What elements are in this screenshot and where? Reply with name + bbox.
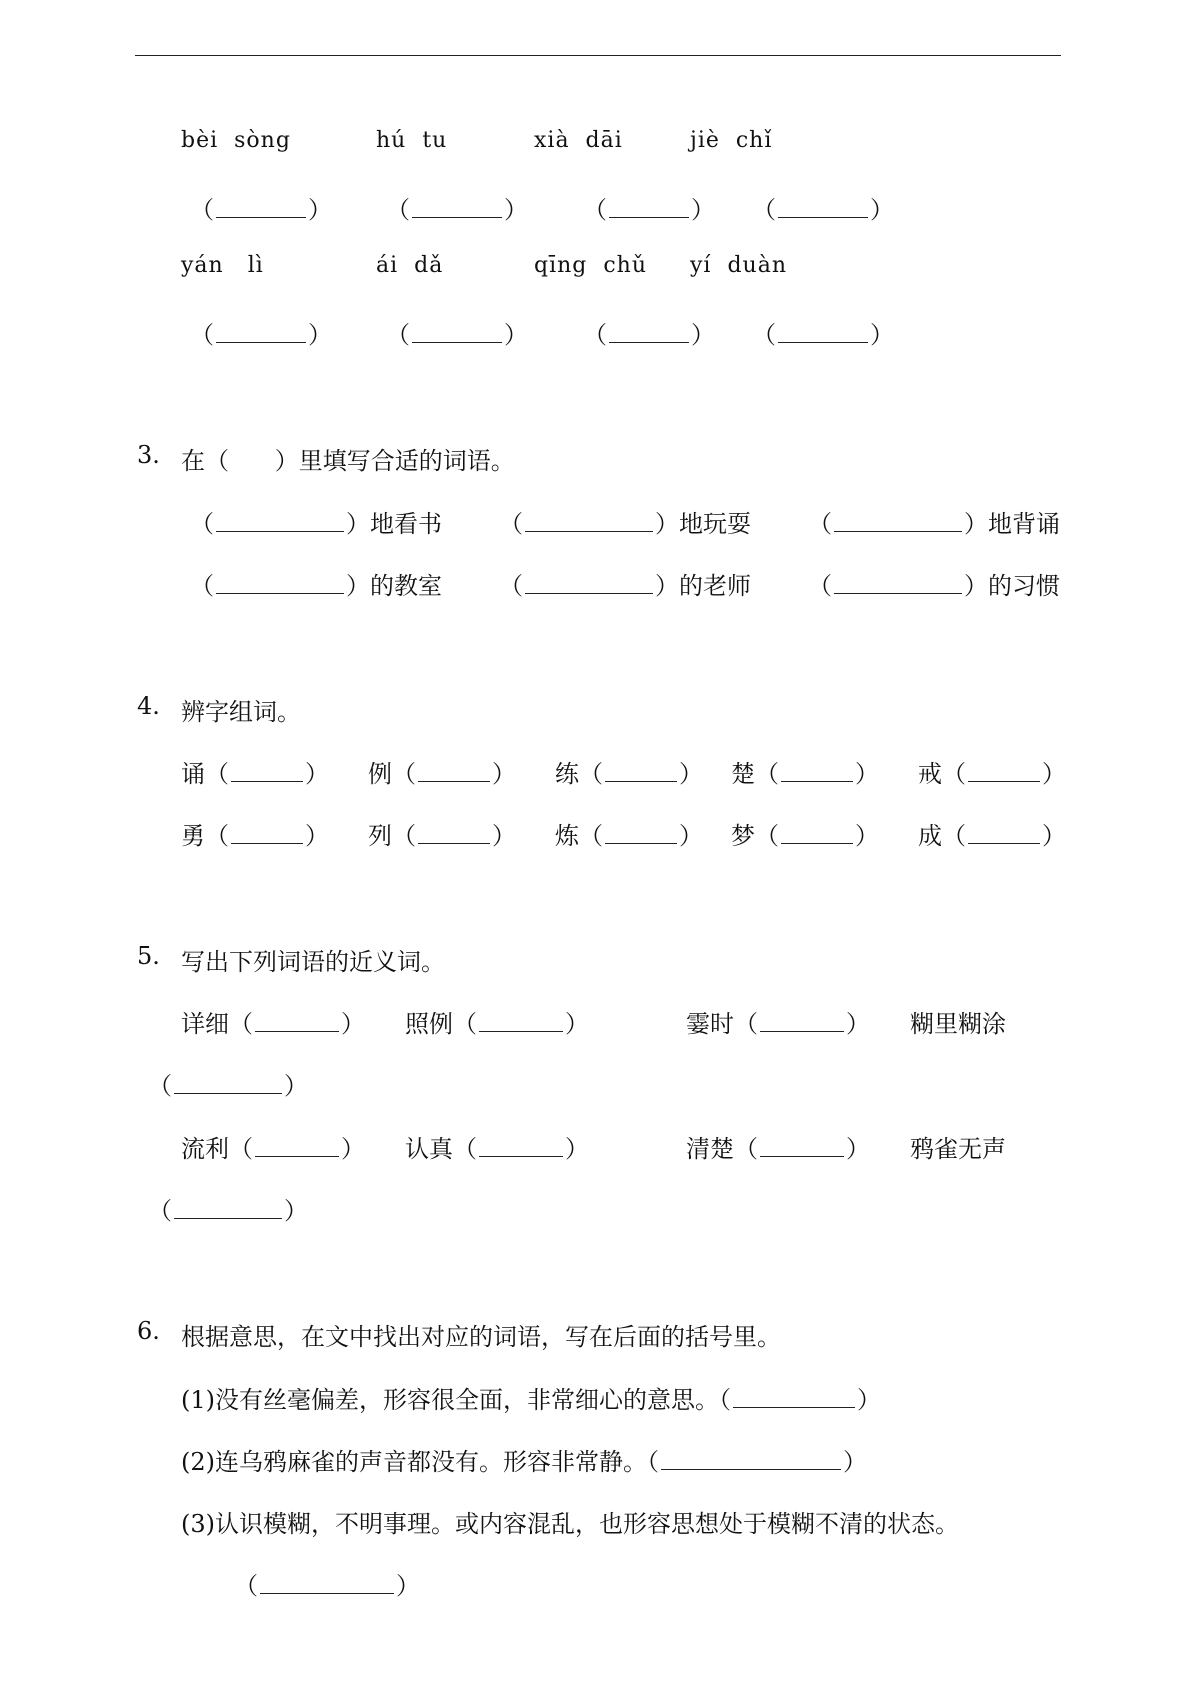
answer-blank[interactable] [479,1134,563,1157]
char-item: 成（ ） [918,822,1066,850]
answer-blank[interactable] [479,1009,563,1032]
fill-item: （ ）地背诵 [808,510,1060,538]
answer-blank[interactable] [605,759,677,782]
answer-blank[interactable] [255,1009,339,1032]
answer-blank[interactable] [834,509,962,532]
answer-blank[interactable]: （ ） [752,321,894,349]
answer-blank[interactable] [231,821,303,844]
answer-blank[interactable] [216,571,344,594]
answer-blank[interactable]: （ ） [583,196,715,224]
answer-blank[interactable]: （ ） [148,1197,308,1225]
answer-blank[interactable] [760,1134,844,1157]
synonym-item: 认真（ ） [405,1135,589,1163]
fill-item: （ ）地玩耍 [499,510,751,538]
answer-blank[interactable] [418,821,490,844]
question-number: 6. [137,1317,160,1345]
answer-blank[interactable]: （ ） [234,1572,420,1600]
question-text: 辨字组词。 [181,698,301,726]
answer-blank[interactable] [968,821,1040,844]
answer-blank[interactable] [605,821,677,844]
char-item: 勇（ ） [181,822,329,850]
question-number: 4. [137,692,160,720]
pinyin-7: qīng chǔ [534,253,648,278]
fill-item: （ ）的教室 [190,572,442,600]
pinyin-3: xià dāi [534,128,623,153]
answer-blank[interactable] [418,759,490,782]
answer-blank[interactable]: （ ） [190,321,332,349]
synonym-word: 鸦雀无声 [910,1135,1006,1163]
definition-item: (2)连乌鸦麻雀的声音都没有。形容非常静。（ ） [181,1448,867,1476]
answer-blank[interactable] [255,1134,339,1157]
char-item: 列（ ） [368,822,516,850]
answer-blank[interactable]: （ ） [583,321,715,349]
definition-item: (3)认识模糊，不明事理。或内容混乱，也形容思想处于模糊不清的状态。 [181,1510,959,1538]
char-item: 楚（ ） [731,760,879,788]
answer-blank[interactable]: （ ） [386,321,528,349]
pinyin-8: yí duàn [690,253,787,278]
answer-blank[interactable]: （ ） [148,1072,308,1100]
answer-blank[interactable] [968,759,1040,782]
synonym-item: 清楚（ ） [686,1135,870,1163]
question-number: 5. [137,942,160,970]
answer-blank[interactable]: （ ） [386,196,528,224]
answer-blank[interactable] [525,509,653,532]
question-number: 3. [137,441,160,469]
answer-blank[interactable] [760,1009,844,1032]
synonym-item: 详细（ ） [181,1010,365,1038]
char-item: 例（ ） [368,760,516,788]
fill-item: （ ）地看书 [190,510,442,538]
answer-blank[interactable] [231,759,303,782]
pinyin-2: hú tu [376,128,448,153]
pinyin-5: yán lì [181,253,264,278]
char-item: 诵（ ） [181,760,329,788]
answer-blank[interactable] [733,1385,855,1408]
char-item: 炼（ ） [555,822,703,850]
pinyin-4: jiè chǐ [690,128,773,153]
definition-item: (1)没有丝毫偏差，形容很全面，非常细心的意思。（ ） [181,1386,881,1414]
question-text: 在（ ）里填写合适的词语。 [181,447,515,475]
fill-item: （ ）的习惯 [808,572,1060,600]
char-item: 梦（ ） [731,822,879,850]
answer-blank[interactable] [781,821,853,844]
answer-blank[interactable] [525,571,653,594]
header-rule [135,55,1061,56]
char-item: 戒（ ） [918,760,1066,788]
answer-blank[interactable] [834,571,962,594]
answer-blank[interactable] [216,509,344,532]
synonym-item: 流利（ ） [181,1135,365,1163]
synonym-item: 霎时（ ） [686,1010,870,1038]
answer-blank[interactable] [781,759,853,782]
question-text: 根据意思，在文中找出对应的词语，写在后面的括号里。 [181,1323,781,1351]
char-item: 练（ ） [555,760,703,788]
fill-item: （ ）的老师 [499,572,751,600]
synonym-item: 照例（ ） [405,1010,589,1038]
pinyin-6: ái dǎ [376,253,444,278]
answer-blank[interactable]: （ ） [190,196,332,224]
answer-blank[interactable]: （ ） [752,196,894,224]
synonym-word: 糊里糊涂 [910,1010,1006,1038]
answer-blank[interactable] [661,1447,841,1470]
question-text: 写出下列词语的近义词。 [181,948,445,976]
pinyin-1: bèi sòng [181,128,291,153]
